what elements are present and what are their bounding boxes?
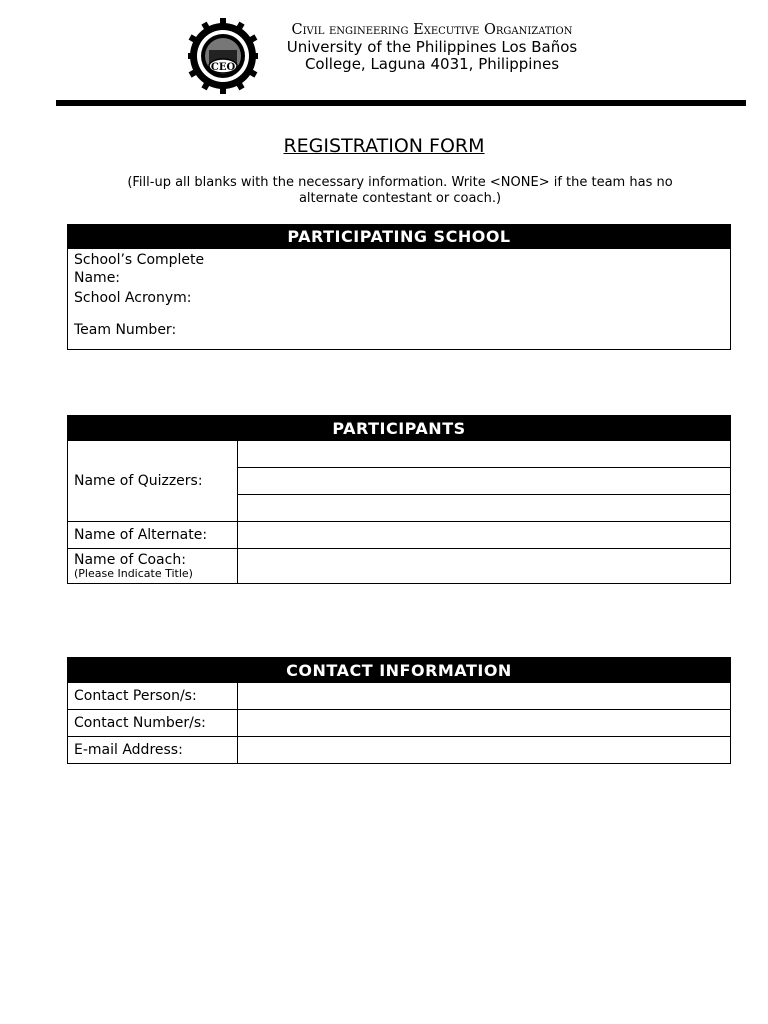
coach-label: Name of Coach: — [74, 552, 186, 568]
alternate-field[interactable] — [238, 522, 731, 549]
alternate-label: Name of Alternate: — [68, 522, 238, 549]
contact-table — [67, 657, 731, 764]
letterhead — [262, 22, 602, 73]
contact-number-label: Contact Number/s: — [68, 710, 238, 737]
quizzer-1-field[interactable] — [238, 441, 731, 468]
contact-number-field[interactable] — [238, 710, 731, 737]
university-name: University of the Philippines Los Baños — [286, 38, 578, 56]
organization-name: Civil engineering Executive Organization — [291, 22, 573, 38]
section-heading: CONTACT INFORMATION — [68, 658, 731, 683]
coach-label-cell — [68, 549, 238, 584]
school-complete-name-label: School’s Complete Name: — [74, 252, 205, 286]
contact-person-label: Contact Person/s: — [68, 683, 238, 710]
team-number-label: Team Number: — [74, 322, 177, 338]
email-field[interactable] — [238, 737, 731, 764]
contact-person-field[interactable] — [238, 683, 731, 710]
coach-field[interactable] — [238, 549, 731, 584]
coach-hint: (Please Indicate Title) — [74, 567, 193, 580]
organization-logo — [188, 18, 258, 94]
email-label: E-mail Address: — [68, 737, 238, 764]
quizzers-label: Name of Quizzers: — [68, 441, 238, 522]
quizzer-2-field[interactable] — [238, 468, 731, 495]
logo-text: CEO — [210, 62, 236, 73]
quizzer-3-field[interactable] — [238, 495, 731, 522]
form-instructions: (Fill-up all blanks with the necessary information. Write <NONE> if the team has no alternate contestant or coach.) — [127, 175, 673, 206]
section-heading: PARTICIPATING SCHOOL — [68, 225, 730, 249]
form-title: REGISTRATION FORM — [283, 135, 485, 157]
school-acronym-label: School Acronym: — [74, 290, 192, 306]
participating-school-section — [67, 224, 731, 350]
header-divider — [56, 100, 746, 106]
address: College, Laguna 4031, Philippines — [304, 55, 560, 73]
participants-table — [67, 415, 731, 584]
section-heading: PARTICIPANTS — [68, 416, 731, 441]
